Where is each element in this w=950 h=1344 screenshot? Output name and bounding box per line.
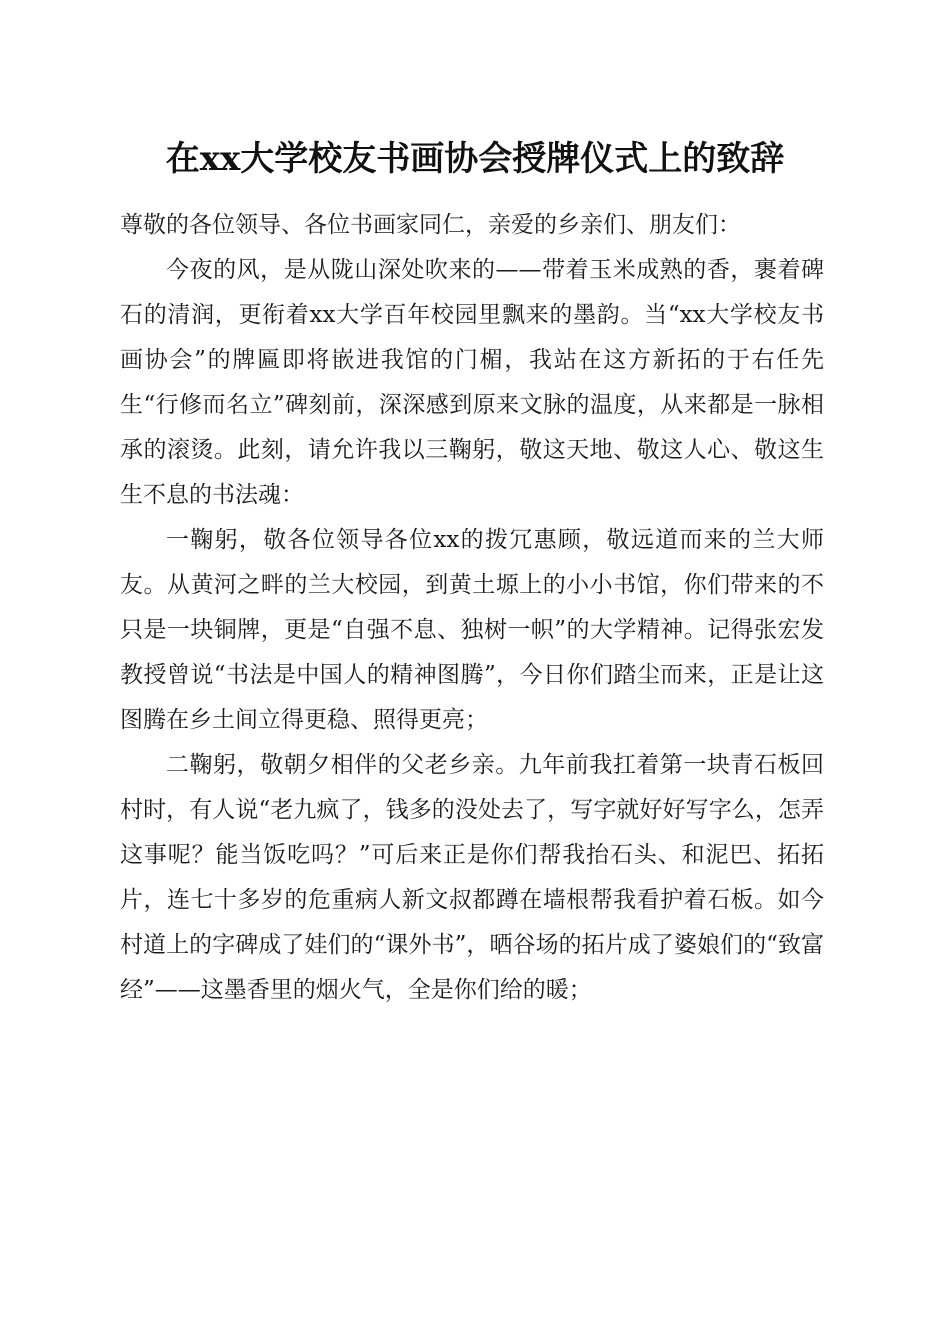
document-title: 在xx大学校友书画协会授牌仪式上的致辞 — [165, 139, 785, 179]
salutation: 尊敬的各位领导、各位书画家同仁，亲爱的乡亲们、朋友们： — [120, 212, 741, 238]
paragraph-first-bow: 一鞠躬，敬各位领导各位xx的拨冗惠顾，敬远道而来的兰大师友。从黄河之畔的兰大校园，到黄土塬上的小小书馆，你们带来的不只是一块铜牌，更是“自强不息、独树一帜”的大学精神。记得张宏发教授曾说“书法是中国人的精神图腾”，今日你们踏尘而来，正是让这图腾在乡土间立得更稳、照得更亮； — [120, 527, 824, 733]
paragraph-opening: 今夜的风，是从陇山深处吹来的——带着玉米成熟的香，裹着碑石的清润，更衔着xx大学百年校园里飘来的墨韵。当“xx大学校友书画协会”的牌匾即将嵌进我馆的门楣，我站在这方新拓的于右任先生“行修而名立”碑刻前，深深感到原来文脉的温度，从来都是一脉相承的滚烫。此刻，请允许我以三鞠躬，敬这天地、敬这人心、敬这生生不息的书法魂： — [120, 257, 824, 508]
document-body — [120, 203, 824, 1013]
paragraph-second-bow: 二鞠躬，敬朝夕相伴的父老乡亲。九年前我扛着第一块青石板回村时，有人说“老九疯了，钱多的没处去了，写字就好好写字么，怎弄这事呢？能当饭吃吗？”可后来正是你们帮我抬石头、和泥巴、拓拓片，连七十多岁的危重病人新文叔都蹲在墙根帮我看护着石板。如今村道上的字碑成了娃们的“课外书”，晒谷场的拓片成了婆娘们的“致富经”——这墨香里的烟火气，全是你们给的暖； — [120, 752, 824, 1003]
